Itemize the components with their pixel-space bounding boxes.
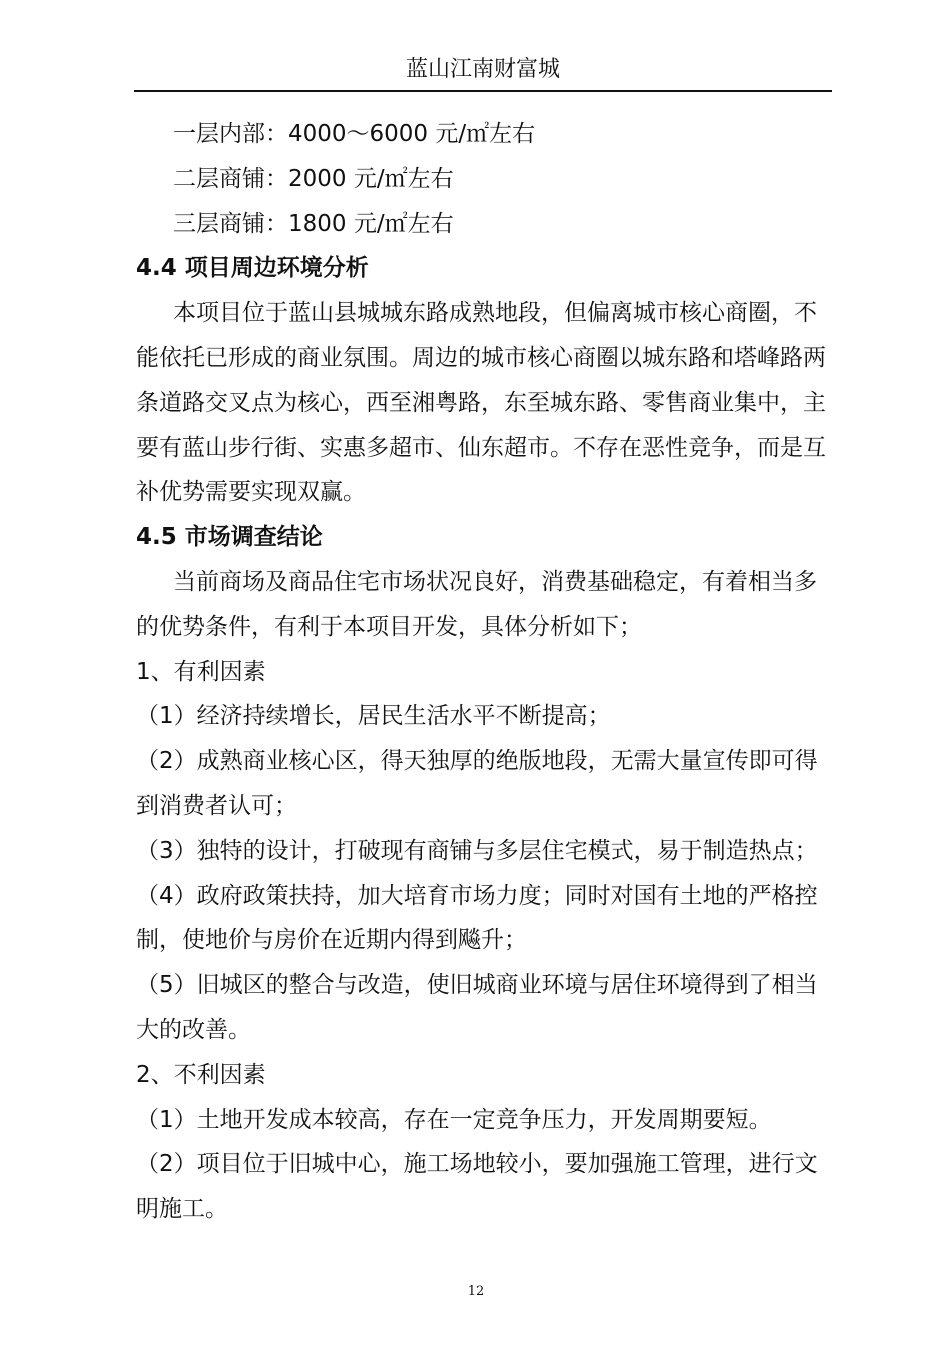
running-header-title: 蓝山江南财富城 bbox=[405, 57, 560, 82]
section-heading-4-4: 4.4 项目周边环境分析 bbox=[136, 255, 369, 282]
favorable-item: （1）经济持续增长，居民生活水平不断提高； bbox=[136, 703, 611, 730]
unfavorable-item: （2）项目位于旧城中心，施工场地较小，要加强施工管理，进行文明施工。 bbox=[136, 1151, 818, 1223]
section-heading-4-5: 4.5 市场调查结论 bbox=[136, 524, 323, 551]
unfavorable-factors-title: 2、不利因素 bbox=[136, 1061, 266, 1088]
document-body bbox=[136, 112, 834, 1232]
unfavorable-item: （1）土地开发成本较高，存在一定竞争压力，开发周期要短。 bbox=[136, 1106, 772, 1133]
price-line-floor-2: 二层商铺：2000 元/㎡左右 bbox=[173, 165, 454, 192]
page-number: 12 bbox=[467, 1284, 485, 1299]
favorable-factors-title: 1、有利因素 bbox=[136, 658, 266, 685]
header-divider bbox=[134, 90, 832, 92]
favorable-item: （5）旧城区的整合与改造，使旧城商业环境与居住环境得到了相当大的改善。 bbox=[136, 972, 818, 1043]
favorable-item: （4）政府政策扶持，加大培育市场力度；同时对国有土地的严格控制，使地价与房价在近期内得到飚升； bbox=[136, 882, 818, 954]
favorable-item: （2）成熟商业核心区，得天独厚的绝版地段，无需大量宣传即可得到消费者认可； bbox=[136, 748, 818, 819]
price-line-floor-1: 一层内部：4000～6000 元/㎡左右 bbox=[173, 121, 536, 147]
favorable-item: （3）独特的设计，打破现有商铺与多层住宅模式，易于制造热点； bbox=[136, 837, 818, 864]
section-4-4-paragraph: 本项目位于蓝山县城城东路成熟地段，但偏离城市核心商圈，不能依托已形成的商业氛围。周边的城市核心商圈以城东路和塔峰路两条道路交叉点为核心，西至湘粤路，东至城东路、零售商业集中，主要有蓝山步行街、实惠多超市、仙东超市。不存在恶性竞争，而是互补优势需要实现双赢。 bbox=[136, 300, 826, 506]
price-line-floor-3: 三层商铺：1800 元/㎡左右 bbox=[173, 210, 454, 237]
section-4-5-intro: 当前商场及商品住宅市场状况良好，消费基础稳定，有着相当多的优势条件，有利于本项目开发，具体分析如下； bbox=[136, 568, 817, 640]
